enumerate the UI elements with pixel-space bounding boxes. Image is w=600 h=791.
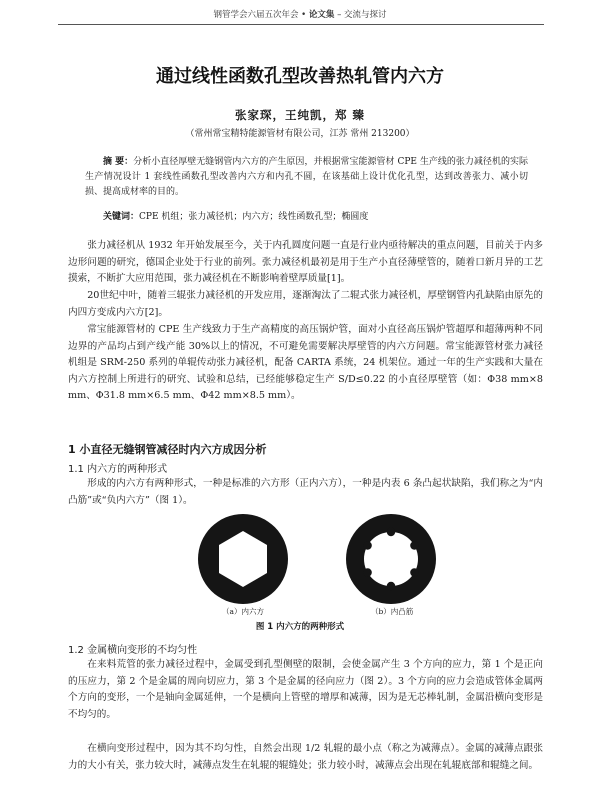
body-paragraph-4: 形成的内六方有两种形式，一种是标准的六方形（正内六方），一种是内表 6 条凸起状缺陷，我们称之为“内凸筋”或“负内六方”（图 1）。 <box>68 478 543 506</box>
keywords-text: CPE 机组；张力减径机；内六方；线性函数孔型；椭圆度 <box>139 212 369 222</box>
inner-rib <box>410 541 418 549</box>
keywords-label: 关键词： <box>103 212 140 222</box>
running-header <box>0 8 600 20</box>
article-affiliation: （常州常宝精特能源管材有限公司，江苏 常州 213200） <box>185 129 415 139</box>
ribbed-bore <box>364 532 418 586</box>
figure-1a-hexagon-ring <box>198 514 288 604</box>
figure-1a-label: （a）内六方 <box>222 607 264 616</box>
running-header-strong: 论文集 <box>308 10 335 20</box>
inner-rib <box>387 528 395 536</box>
subsection-heading-1-1: 1.1 内六方的两种形式 <box>68 464 168 475</box>
figure-1-graphic <box>196 512 496 607</box>
body-paragraph-5: 在来料荒管的张力减径过程中，金属受到孔型侧壁的限制，会使金属产生 3 个方向的应力，第 1 个是正向的压应力，第 2 个是金属的周向切应力，第 3 个是金属的径向应力（图 2）。3 个方向的应力会造成管体金属两个方向的变形，一个是轴向金属延伸，一个是横向上管壁的增厚和减薄，因为是无芯棒轧制，金属沿横向变形是不均匀的。 <box>68 659 543 720</box>
running-header-prefix: 钢管学会六届五次年会 • <box>213 10 309 20</box>
article-authors: 张家琛，王纯凯，郑 臻 <box>234 108 365 122</box>
body-paragraph-3: 常宝能源管材的 CPE 生产线致力于生产高精度的高压锅炉管，面对小直径高压锅炉管超厚和超薄两种不同边界的产品均占到产线产能 30%以上的情况，不可避免需要解决厚壁管的内六方问题。常宝能源管材张力减径机组是 SRM-250 系列的单辊传动张力减径机，配备 CARTA 系统，24 机架位。通过一年的生产实践和大量在内六方控制上所进行的研究、试验和总结，已经能够稳定生产 S/D≤0.22 的小直径厚壁管（如：Φ38 mm×8 mm、Φ31.8 mm×6.5 mm、Φ42 mm×8.5 mm）。 <box>68 324 543 401</box>
body-paragraph-2: 20世纪中叶，随着三辊张力减径机的开发应用，逐渐淘汰了二辊式张力减径机，厚壁钢管内孔缺陷由原先的内四方变成内六方[2]。 <box>68 290 543 318</box>
keywords <box>85 210 528 225</box>
article-title: 通过线性函数孔型改善热轧管内六方 <box>156 66 444 87</box>
inner-rib <box>410 568 418 576</box>
inner-rib <box>387 582 395 590</box>
inner-rib <box>363 541 371 549</box>
section-heading-1: 1 小直径无缝钢管减径时内六方成因分析 <box>68 443 267 456</box>
running-header-suffix: – 交流与探讨 <box>334 10 387 20</box>
inner-rib <box>363 568 371 576</box>
figure-1b-label: （b）内凸筋 <box>371 607 414 616</box>
body-paragraph-1: 张力减径机从 1932 年开始发展至今，关于内孔圆度问题一直是行业内亟待解决的重点问题，目前关于内多边形问题的研究，德国企业处于行业的前列。张力减径机最初是用于生产小直径薄壁管的，随着口新月异的工艺摸索，不断扩大应用范围，张力减径机在不断影响着壁厚质量[1]。 <box>68 240 543 284</box>
figure-1-caption: 图 1 内六方的两种形式 <box>255 622 345 632</box>
abstract-label: 摘 要： <box>103 157 134 167</box>
abstract-text: 分析小直径厚壁无缝钢管内六方的产生原因，并根据常宝能源管材 CPE 生产线的张力减径机的实际生产情况设计 1 套线性函数孔型改善内六方和内孔不圆，在该基础上设计优化孔型，达到改善张力、减小切损、提高成材率的目的。 <box>85 157 528 197</box>
body-paragraph-6: 在横向变形过程中，因为其不均匀性，自然会出现 1/2 轧辊的最小点（称之为减薄点）。金属的减薄点跟张力的大小有关，张力较大时，减薄点发生在轧辊的辊缝处；张力较小时，减薄点会出现在轧辊底部和辊缝之间。 <box>68 743 543 771</box>
figure-1 <box>196 512 496 616</box>
abstract <box>85 155 528 200</box>
figure-1b-ribbed-ring <box>346 514 436 604</box>
header-rule <box>58 24 544 25</box>
subsection-heading-1-2: 1.2 金属横向变形的不均匀性 <box>68 645 198 656</box>
